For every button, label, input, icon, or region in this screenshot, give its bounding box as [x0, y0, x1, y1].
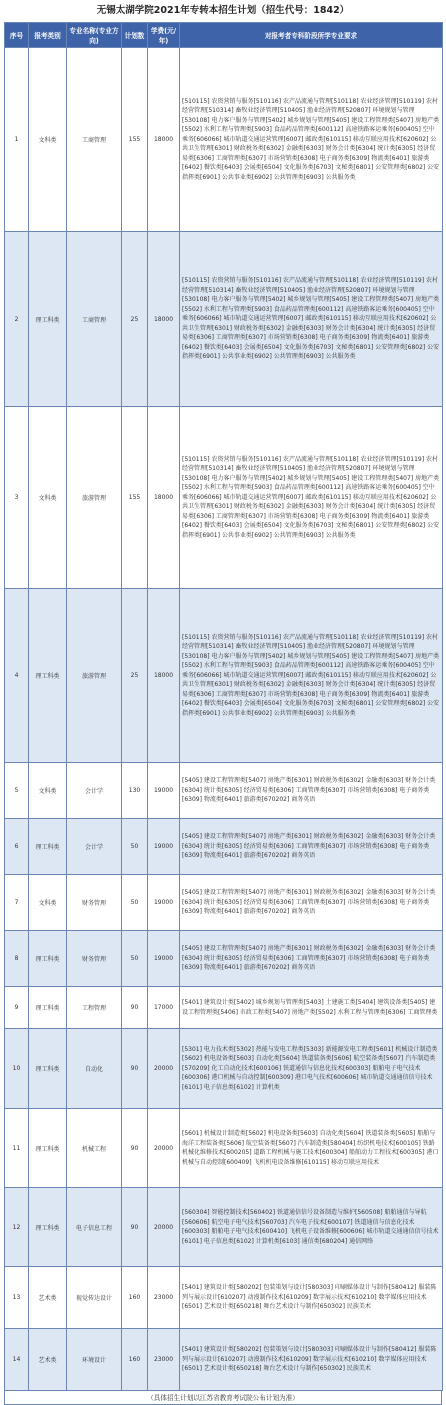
cell-fee: 20000	[148, 1109, 180, 1188]
table-row	[5, 407, 443, 589]
cell-no: 14	[5, 1329, 29, 1391]
cell-plan: 50	[122, 931, 148, 987]
cell-plan: 90	[122, 1109, 148, 1188]
cell-plan: 90	[122, 1188, 148, 1267]
cell-plan: 160	[122, 1267, 148, 1329]
cell-fee: 20000	[148, 1188, 180, 1267]
table-row	[5, 1188, 443, 1267]
cell-requirement: [5401] 建筑设计类[5402] 城乡规划与管理类[5403] 土建施工类[5404] 建筑设备类[5405] 建设工程管理类[5406] 市政工程类[5407] 房地产类[5502] 水利工程与管理类[6306] 工商管理类	[180, 987, 443, 1029]
cell-no: 9	[5, 987, 29, 1029]
enrollment-plan-table	[4, 22, 443, 1391]
cell-fee: 17000	[148, 987, 180, 1029]
cell-requirement: [5405] 建设工程管理类[5407] 房地产类[6301] 财政税务类[6302] 金融类[6303] 财务会计类[6304] 统计类[6305] 经济贸易类[6306] 工商管理类[6307] 市场营销类[6308] 电子商务类[6309] 物流类[6401] 旅游类[670202] 商务英语	[180, 819, 443, 875]
cell-no: 3	[5, 407, 29, 589]
cell-category: 艺术类	[29, 1329, 67, 1391]
cell-plan: 50	[122, 875, 148, 931]
cell-fee: 20000	[148, 1029, 180, 1109]
cell-major: 自动化	[67, 1029, 122, 1109]
cell-no: 4	[5, 589, 29, 763]
cell-plan: 25	[122, 232, 148, 407]
header-category: 报考类别	[29, 23, 67, 48]
cell-category: 理工科类	[29, 1188, 67, 1267]
table-row	[5, 1109, 443, 1188]
cell-no: 13	[5, 1267, 29, 1329]
cell-requirement: [5405] 建设工程管理类[5407] 房地产类[6301] 财政税务类[6302] 金融类[6303] 财务会计类[6304] 统计类[6305] 经济贸易类[6306] 工商管理类[6307] 市场营销类[6308] 电子商务类[6309] 物流类[6401] 旅游类[670202] 商务英语	[180, 875, 443, 931]
cell-no: 11	[5, 1109, 29, 1188]
cell-requirement: [5401] 建筑设计类[580202] 包装策划与设计[580303] 印刷媒体设计与制作[580412] 服装陈列与展示设计[610207] 动漫制作技术[610209] 数字展示技术[610210] 数字媒体应用技术[6501] 艺术设计类[650218] 舞台艺术设计与制作[650302] 民族美术	[180, 1267, 443, 1329]
cell-category: 理工科类	[29, 1029, 67, 1109]
cell-category: 理工科类	[29, 987, 67, 1029]
cell-requirement: [5405] 建设工程管理类[5407] 房地产类[6301] 财政税务类[6302] 金融类[6303] 财务会计类[6304] 统计类[6305] 经济贸易类[6306] 工商管理类[6307] 市场营销类[6308] 电子商务类[6309] 物流类[6401] 旅游类[670202] 商务英语	[180, 763, 443, 819]
cell-requirement: [5601] 机械设计制造类[5602] 机电设备类[5603] 自动化类[5604] 铁道装备类[5605] 船舶与海洋工程装备类[5606] 航空装备类[5607] 汽车制造类[580404] 纺织机电技术[600105] 铁路机械化维修技术[600205] 道路工程机械与施工技术[600304] 船舶动力工程技术[600305] 港口机械与自动控制[600409] 飞机机电设备维修[610115] 移动互联应用技术	[180, 1109, 443, 1188]
cell-major: 旅游管理	[67, 589, 122, 763]
header-no: 序号	[5, 23, 29, 48]
cell-category: 文科类	[29, 407, 67, 589]
table-row	[5, 763, 443, 819]
cell-no: 7	[5, 875, 29, 931]
table-row	[5, 232, 443, 407]
table-row	[5, 987, 443, 1029]
table-row	[5, 589, 443, 763]
table-row	[5, 48, 443, 232]
cell-plan: 130	[122, 763, 148, 819]
cell-no: 10	[5, 1029, 29, 1109]
cell-requirement: [5301] 电力技术类[5302] 热能与发电工程类[5303] 新能源发电工程类[5601] 机械设计制造类[5602] 机电设备类[5603] 自动化类[5604] 铁道装备类[5606] 航空装备类[5607] 汽车制造类[570209] 化工自动化技术[600106] 铁道通信与信息化技术[600303] 船舶电子电气技术[600306] 港口机械与自动控制[600309] 港口电气技术[600606] 城市轨道交通通信信号技术[6101] 电子信息类[6102] 计算机类	[180, 1029, 443, 1109]
cell-category: 理工科类	[29, 589, 67, 763]
cell-major: 工程管理	[67, 987, 122, 1029]
cell-category: 文科类	[29, 48, 67, 232]
cell-major: 机械工程	[67, 1109, 122, 1188]
cell-no: 12	[5, 1188, 29, 1267]
cell-plan: 155	[122, 407, 148, 589]
cell-no: 1	[5, 48, 29, 232]
header-requirement: 对报考者专科阶段所学专业要求	[180, 23, 443, 48]
cell-no: 2	[5, 232, 29, 407]
cell-fee: 19000	[148, 875, 180, 931]
cell-category: 理工科类	[29, 819, 67, 875]
cell-requirement: [5405] 建设工程管理类[5407] 房地产类[6301] 财政税务类[6302] 金融类[6303] 财务会计类[6304] 统计类[6305] 经济贸易类[6306] 工商管理类[6307] 市场营销类[6308] 电子商务类[6309] 物流类[6401] 旅游类[670202] 商务英语	[180, 931, 443, 987]
cell-category: 艺术类	[29, 1267, 67, 1329]
table-row	[5, 1329, 443, 1391]
cell-major: 财务管理	[67, 931, 122, 987]
cell-major: 旅游管理	[67, 407, 122, 589]
table-row	[5, 1267, 443, 1329]
cell-no: 5	[5, 763, 29, 819]
cell-major: 财务管理	[67, 875, 122, 931]
header-plan: 计划数	[122, 23, 148, 48]
cell-major: 会计学	[67, 763, 122, 819]
cell-fee: 18000	[148, 407, 180, 589]
cell-plan: 90	[122, 987, 148, 1029]
footer-note: （具体招生计划以江苏省教育考试院公布计划为准）	[4, 1391, 442, 1405]
table-row	[5, 875, 443, 931]
table-header-row	[5, 23, 443, 48]
cell-requirement: [510115] 农资营销与服务[510116] 农产品流通与管理[510118] 农业经济管理[510119] 农村经营管理[510314] 畜牧业经济管理[510405] 渔业经济管理[520807] 环境规划与管理[530108] 电力客户服务与管理[5402] 城乡规划与管理[5405] 建设工程管理类[5407] 房地产类[5502] 水利工程与管理类[5903] 食品药品管理类[600112] 高速铁路客运乘务[600405] 空中乘务[606066] 城市轨道交通运营管理[6007] 邮政类[610115] 移动互联应用技术[620602] 公共卫生管理[6301] 财政税务类[6302] 金融类[6303] 财务会计类[6304] 统计类[6305] 经济贸易类[6306] 工商管理类[6307] 市场营销类[6308] 电子商务类[6309] 物流类[6401] 旅游类[6402] 餐饮类[6403] 会展类[6504] 文化服务类[6703] 文秘类[6801] 公安管理类[6802] 公安指挥类[6901] 公共事业类[6902] 公共管理类[6903] 公共服务类	[180, 589, 443, 763]
cell-fee: 19000	[148, 931, 180, 987]
cell-fee: 23000	[148, 1267, 180, 1329]
cell-no: 6	[5, 819, 29, 875]
cell-fee: 23000	[148, 1329, 180, 1391]
cell-category: 理工科类	[29, 232, 67, 407]
cell-category: 文科类	[29, 763, 67, 819]
cell-category: 理工科类	[29, 1109, 67, 1188]
cell-category: 理工科类	[29, 931, 67, 987]
table-row	[5, 1029, 443, 1109]
cell-fee: 19000	[148, 819, 180, 875]
header-major: 专业名称(专业方向)	[67, 23, 122, 48]
cell-major: 工商管理	[67, 232, 122, 407]
cell-requirement: [510115] 农资营销与服务[510116] 农产品流通与管理[510118] 农业经济管理[510119] 农村经营管理[510314] 畜牧业经济管理[510405] 渔业经济管理[520807] 环境规划与管理[530108] 电力客户服务与管理[5402] 城乡规划与管理[5405] 建设工程管理类[5407] 房地产类[5502] 水利工程与管理类[5903] 食品药品管理类[600112] 高速铁路客运乘务[600405] 空中乘务[606066] 城市轨道交通运营管理[6007] 邮政类[610115] 移动互联应用技术[620602] 公共卫生管理[6301] 财政税务类[6302] 金融类[6303] 财务会计类[6304] 统计类[6305] 经济贸易类[6306] 工商管理类[6307] 市场营销类[6308] 电子商务类[6309] 物流类[6401] 旅游类[6402] 餐饮类[6403] 会展类[6504] 文化服务类[6703] 文秘类[6801] 公安管理类[6802] 公安指挥类[6901] 公共事业类[6902] 公共管理类[6903] 公共服务类	[180, 232, 443, 407]
cell-category: 文科类	[29, 875, 67, 931]
cell-fee: 19000	[148, 763, 180, 819]
cell-fee: 18000	[148, 589, 180, 763]
cell-major: 环境设计	[67, 1329, 122, 1391]
cell-plan: 90	[122, 1029, 148, 1109]
page-title: 无锡太湖学院2021年专转本招生计划（招生代号：1842）	[96, 5, 350, 16]
cell-requirement: [5401] 建筑设计类[580202] 包装策划与设计[580303] 印刷媒体设计与制作[580412] 服装陈列与展示设计[610207] 动漫制作技术[610209] 数字展示技术[610210] 数字媒体应用技术[6501] 艺术设计类[650218] 舞台艺术设计与制作[650302] 民族美术	[180, 1329, 443, 1391]
cell-major: 会计学	[67, 819, 122, 875]
cell-requirement: [560304] 智能控制技术[560402] 铁道通信信号设备制造与维护[560508] 船舶通信与导航[560606] 航空电子电气技术[560703] 汽车电子技术[600107] 铁道通信与信息化技术[600303] 船舶电子电气技术[600410] 飞机电子设备维修[600606] 城市轨道交通通信信号技术[6101] 电子信息类[6102] 计算机类[6103] 通信类[680204] 通信网络	[180, 1188, 443, 1267]
cell-requirement: [510115] 农资营销与服务[510116] 农产品流通与管理[510118] 农业经济管理[510119] 农村经营管理[510314] 畜牧业经济管理[510405] 渔业经济管理[520807] 环境规划与管理[530108] 电力客户服务与管理[5402] 城乡规划与管理[5405] 建设工程管理类[5407] 房地产类[5502] 水利工程与管理类[5903] 食品药品管理类[600112] 高速铁路客运乘务[600405] 空中乘务[606066] 城市轨道交通运营管理[6007] 邮政类[610115] 移动互联应用技术[620602] 公共卫生管理[6301] 财政税务类[6302] 金融类[6303] 财务会计类[6304] 统计类[6305] 经济贸易类[6306] 工商管理类[6307] 市场营销类[6308] 电子商务类[6309] 物流类[6401] 旅游类[6402] 餐饮类[6403] 会展类[6504] 文化服务类[6703] 文秘类[6801] 公安管理类[6802] 公安指挥类[6901] 公共事业类[6902] 公共管理类[6903] 公共服务类	[180, 407, 443, 589]
cell-plan: 160	[122, 1329, 148, 1391]
table-row	[5, 819, 443, 875]
table-row	[5, 931, 443, 987]
cell-fee: 18000	[148, 48, 180, 232]
cell-fee: 18000	[148, 232, 180, 407]
cell-no: 8	[5, 931, 29, 987]
cell-plan: 25	[122, 589, 148, 763]
cell-major: 电子信息工程	[67, 1188, 122, 1267]
header-fee: 学费(元/年)	[148, 23, 180, 48]
cell-major: 视觉传达设计	[67, 1267, 122, 1329]
cell-requirement: [510115] 农资营销与服务[510116] 农产品流通与管理[510118] 农业经济管理[510119] 农村经营管理[510314] 畜牧业经济管理[510405] 渔业经济管理[520807] 环境规划与管理[530108] 电力客户服务与管理[5402] 城乡规划与管理[5405] 建设工程管理类[5407] 房地产类[5502] 水利工程与管理类[5903] 食品药品管理类[600112] 高速铁路客运乘务[600405] 空中乘务[606066] 城市轨道交通运营管理[6007] 邮政类[610115] 移动互联应用技术[620602] 公共卫生管理[6301] 财政税务类[6302] 金融类[6303] 财务会计类[6304] 统计类[6305] 经济贸易类[6306] 工商管理类[6307] 市场营销类[6308] 电子商务类[6309] 物流类[6401] 旅游类[6402] 餐饮类[6403] 会展类[6504] 文化服务类[6703] 文秘类[6801] 公安管理类[6802] 公安指挥类[6901] 公共事业类[6902] 公共管理类[6903] 公共服务类	[180, 48, 443, 232]
cell-plan: 50	[122, 819, 148, 875]
cell-major: 工商管理	[67, 48, 122, 232]
cell-plan: 155	[122, 48, 148, 232]
